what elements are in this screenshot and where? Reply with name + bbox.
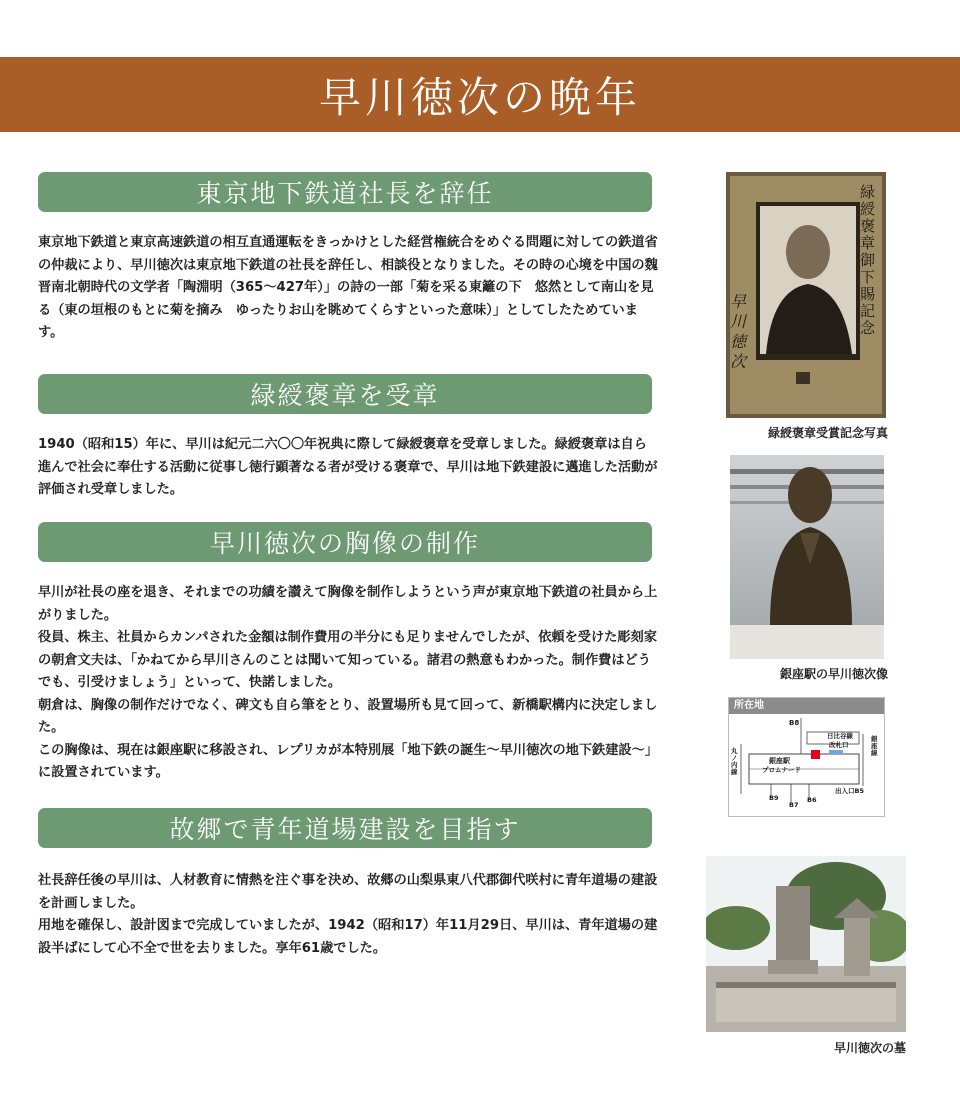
section-body-resignation	[38, 232, 658, 345]
section-body-medal	[38, 434, 658, 502]
section-body-bust	[38, 582, 658, 785]
map-label-b7: B7	[789, 801, 799, 809]
section-header-bust	[38, 522, 652, 562]
paragraph: 朝倉は、胸像の制作だけでなく、碑文も自ら筆をとり、設置場所も見て回って、新橋駅構内に決定しました。	[38, 697, 658, 735]
map-label-b8: B8	[789, 719, 800, 727]
paragraph: 役員、株主、社員からカンパされた金額は制作費用の半分にも足りませんでしたが、依頼を受けた彫刻家の朝倉文夫は、「かねてから早川さんのことは聞いて知っている。諸君の熱意もわかった。制作費はどうでも、引受けましょう」といって、快諾しました。	[38, 630, 657, 690]
map-header: 所在地	[729, 698, 884, 714]
section-header-medal	[38, 374, 652, 414]
certificate-photo	[726, 172, 886, 418]
section-title: 東京地下鉄道社長を辞任	[196, 179, 494, 208]
map-label-exit: 出入口B5	[835, 787, 864, 795]
section-title: 早川徳次の胸像の制作	[209, 529, 480, 558]
section-body-dojo	[38, 870, 658, 960]
certificate-caption: 緑綬褒章受賞記念写真	[767, 426, 888, 440]
map-label-station: 銀座駅	[769, 757, 790, 765]
map-label-left-line: 丸ノ内線	[731, 747, 738, 776]
paragraph: 早川が社長の座を退き、それまでの功績を讃えて胸像を制作しようという声が東京地下鉄道の社員から上がりました。	[38, 585, 658, 623]
section-title: 故郷で青年道場建設を目指す	[169, 815, 521, 844]
section-header-dojo	[38, 808, 652, 848]
map-label-promenade: プロムナード	[762, 766, 801, 774]
map-label-gate: 改札口	[829, 741, 849, 749]
map-label-b9: B9	[769, 794, 779, 802]
paragraph: 1940（昭和15）年に、早川は紀元二六〇〇年祝典に際して緑綬褒章を受章しました。緑綬褒章は自ら進んで社会に奉仕する活動に従事し徳行顕著なる者が受ける褒章で、早川は地下鉄建設に邁進した活動が評価され受章しました。	[38, 437, 658, 497]
map-label-line1: 日比谷線	[827, 732, 853, 740]
paragraph: 社長辞任後の早川は、人材教育に情熱を注ぐ事を決め、故郷の山梨県東八代郡御代咲村に青年道場の建設を計画しました。	[38, 873, 658, 911]
map-label-b6: B6	[807, 796, 817, 804]
paragraph: 用地を確保し、設計図まで完成していましたが、1942（昭和17）年11月29日、早川は、青年道場の建設半ばにして心不全で世を去りました。享年61歳でした。	[38, 918, 658, 956]
page-title: 早川徳次の晩年	[318, 72, 641, 122]
section-header-resignation	[38, 172, 652, 212]
certificate-vertical-text: 緑綬褒章御下賜記念	[860, 183, 876, 337]
location-marker	[811, 750, 820, 759]
grave-caption: 早川徳次の墓	[833, 1041, 906, 1055]
bust-caption: 銀座駅の早川徳次像	[779, 667, 888, 681]
paragraph: 東京地下鉄道と東京高速鉄道の相互直通運転をきっかけとした経営権統合をめぐる問題に対しての鉄道省の仲裁により、早川徳次は東京地下鉄道の社長を辞任し、相談役となりました。その時の心境を中国の魏晋南北朝時代の文学者「陶淵明（365～427年）」の詩の一部「菊を采る東籬の下 悠然として南山を見る（東の垣根のもとに菊を摘み ゆったりお山を眺めてくらすといった意味）」としてしたためています。	[38, 235, 658, 340]
grave-photo	[706, 856, 906, 1032]
section-title: 緑綬褒章を受章	[250, 381, 440, 410]
title-banner	[0, 57, 960, 132]
location-map	[728, 697, 885, 817]
bust-photo	[730, 455, 884, 659]
certificate-signature: 早川徳次	[730, 292, 747, 371]
map-label-right-line: 銀座線	[871, 735, 878, 757]
paragraph: この胸像は、現在は銀座駅に移設され、レプリカが本特別展「地下鉄の誕生～早川徳次の地下鉄建設～」に設置されています。	[38, 742, 658, 780]
